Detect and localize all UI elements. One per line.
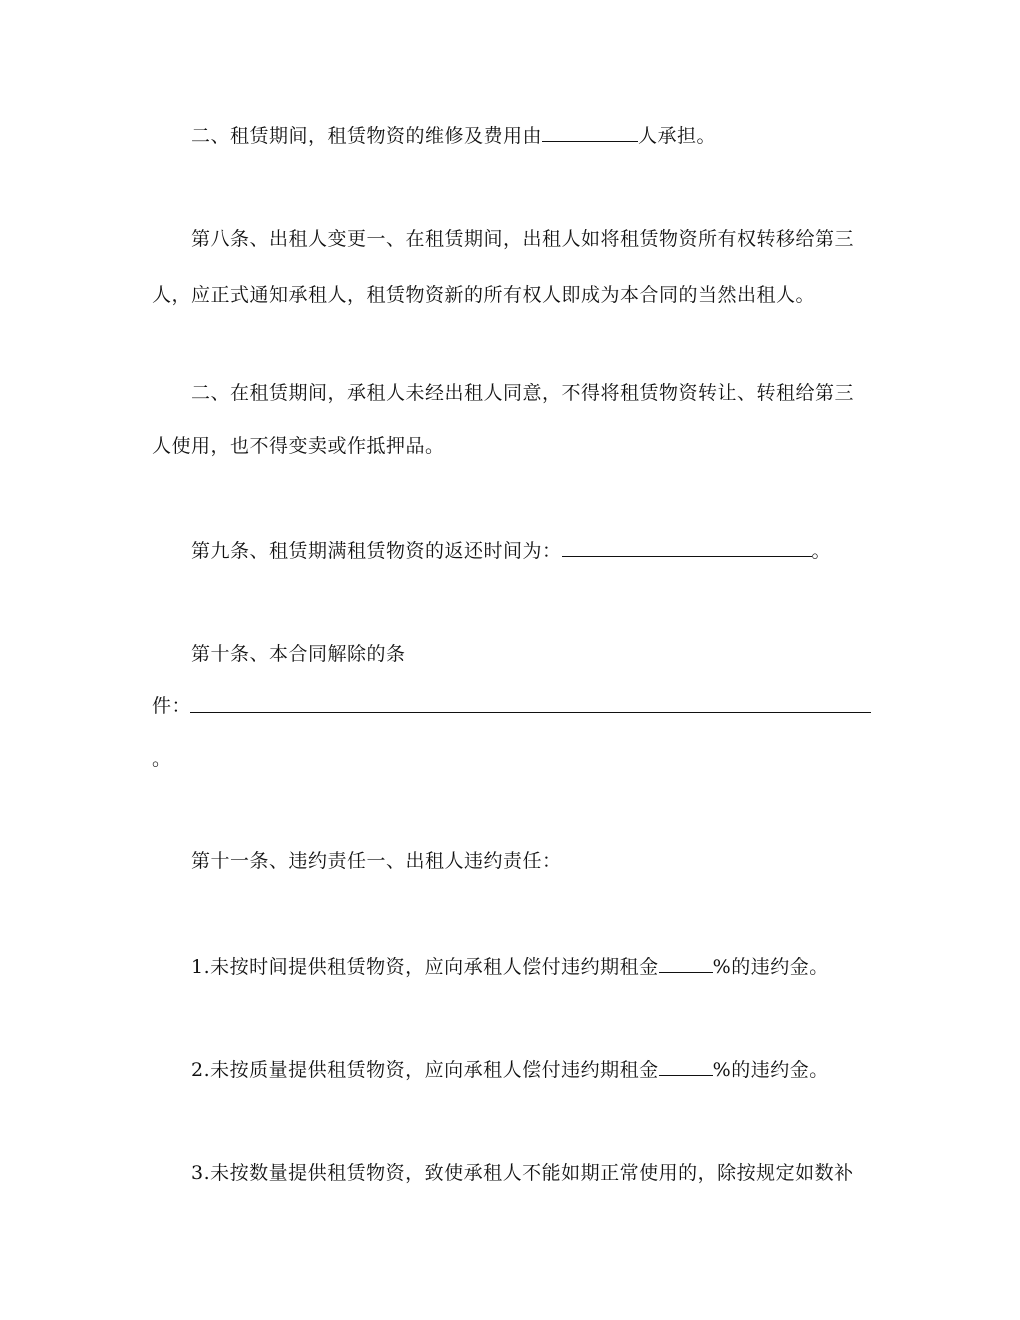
fill-in-blank xyxy=(542,121,638,142)
paragraph-text: 1.未按时间提供租赁物资，应向承租人偿付违约期租金 xyxy=(191,956,659,978)
paragraph-text: 。 xyxy=(811,540,832,562)
paragraph-sublease-line-2: 人使用，也不得变卖或作抵押品。 xyxy=(152,435,445,457)
paragraph-article-9 xyxy=(191,536,831,565)
paragraph-sublease-line-1: 二、在租赁期间，承租人未经出租人同意，不得将租赁物资转让、转租给第三 xyxy=(191,382,855,404)
paragraph-maintenance-cost xyxy=(191,121,716,150)
paragraph-article-8-line-1: 第八条、出租人变更一、在租赁期间，出租人如将租赁物资所有权转移给第三 xyxy=(191,228,855,250)
paragraph-text: 人承担。 xyxy=(638,125,717,147)
paragraph-article-11: 第十一条、违约责任一、出租人违约责任： xyxy=(191,850,562,872)
paragraph-article-8-line-2: 人，应正式通知承租人，租赁物资新的所有权人即成为本合同的当然出租人。 xyxy=(152,284,816,306)
fill-in-blank-long xyxy=(190,712,871,713)
paragraph-text: 2.未按质量提供租赁物资，应向承租人偿付违约期租金 xyxy=(191,1059,659,1081)
fill-in-blank xyxy=(659,952,713,973)
fill-in-blank xyxy=(562,536,812,557)
fill-in-blank xyxy=(659,1055,713,1076)
paragraph-article-10-line-3: 。 xyxy=(152,748,172,770)
paragraph-item-1 xyxy=(191,952,829,981)
paragraph-text: %的违约金。 xyxy=(712,956,829,978)
paragraph-item-2 xyxy=(191,1055,829,1084)
paragraph-text: 第九条、租赁期满租赁物资的返还时间为： xyxy=(191,540,562,562)
paragraph-item-3: 3.未按数量提供租赁物资，致使承租人不能如期正常使用的，除按规定如数补 xyxy=(191,1162,854,1184)
paragraph-article-10-line-2: 件： xyxy=(152,695,192,717)
paragraph-text: %的违约金。 xyxy=(712,1059,829,1081)
paragraph-article-10-line-1: 第十条、本合同解除的条 xyxy=(191,643,406,665)
paragraph-text: 二、租赁期间，租赁物资的维修及费用由 xyxy=(191,125,543,147)
